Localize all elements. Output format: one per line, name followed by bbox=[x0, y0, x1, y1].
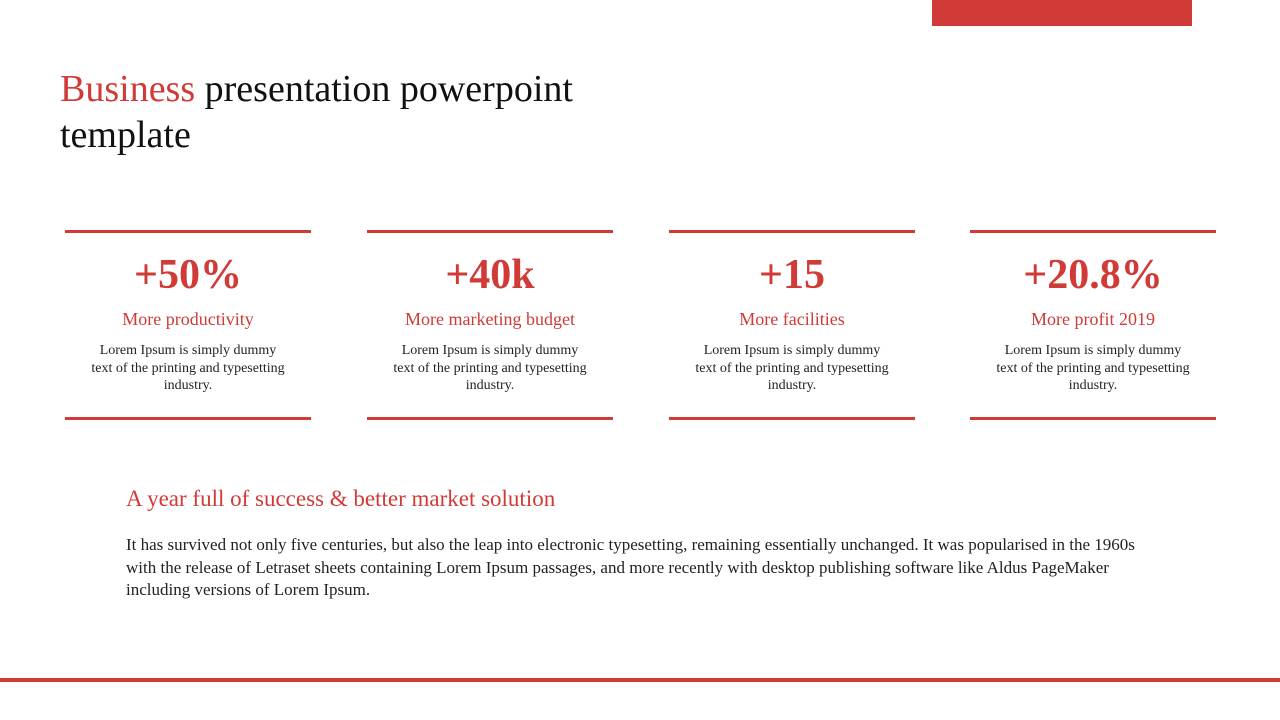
stat-description: Lorem Ipsum is simply dummy text of the printing and typesetting industry. bbox=[695, 343, 889, 393]
stat-bottom-rule bbox=[970, 417, 1216, 420]
stat-description: Lorem Ipsum is simply dummy text of the printing and typesetting industry. bbox=[393, 343, 587, 393]
stat-label: More productivity bbox=[122, 309, 254, 329]
section-body: It has survived not only five centuries, but also the leap into electronic typesetting, remaining essentially unchanged. It was popularised in the 1960s with the release of Letraset sheets containing Lorem Ipsum passages, and more recently with desktop publishing software like Aldus PageMaker including versions of Lorem Ipsum. bbox=[126, 535, 1135, 599]
stat-top-rule bbox=[65, 230, 311, 233]
stat-value: +15 bbox=[759, 252, 825, 298]
stat-top-rule bbox=[970, 230, 1216, 233]
stat-description: Lorem Ipsum is simply dummy text of the printing and typesetting industry. bbox=[996, 343, 1190, 393]
stat-bottom-rule bbox=[65, 417, 311, 420]
slide-title bbox=[60, 66, 580, 158]
stat-card-facilities bbox=[669, 230, 915, 420]
stat-bottom-rule bbox=[669, 417, 915, 420]
stat-label: More profit 2019 bbox=[1031, 309, 1155, 329]
stat-top-rule bbox=[367, 230, 613, 233]
slide-title-accent: Business bbox=[60, 68, 196, 110]
stat-card-productivity bbox=[65, 230, 311, 420]
stat-card-profit bbox=[970, 230, 1216, 420]
stat-card-marketing-budget bbox=[367, 230, 613, 420]
stat-value: +50% bbox=[134, 252, 242, 298]
slide-title-rest: presentation powerpoint template bbox=[60, 68, 573, 156]
stat-value: +20.8% bbox=[1023, 252, 1163, 298]
section-heading: A year full of success & better market solution bbox=[126, 486, 556, 511]
stat-label: More facilities bbox=[739, 309, 845, 329]
stat-top-rule bbox=[669, 230, 915, 233]
stat-description: Lorem Ipsum is simply dummy text of the printing and typesetting industry. bbox=[91, 343, 285, 393]
stat-label: More marketing budget bbox=[405, 309, 575, 329]
bottom-accent-line bbox=[0, 678, 1280, 682]
top-accent-bar bbox=[932, 0, 1192, 26]
stat-bottom-rule bbox=[367, 417, 613, 420]
stat-value: +40k bbox=[445, 252, 535, 298]
